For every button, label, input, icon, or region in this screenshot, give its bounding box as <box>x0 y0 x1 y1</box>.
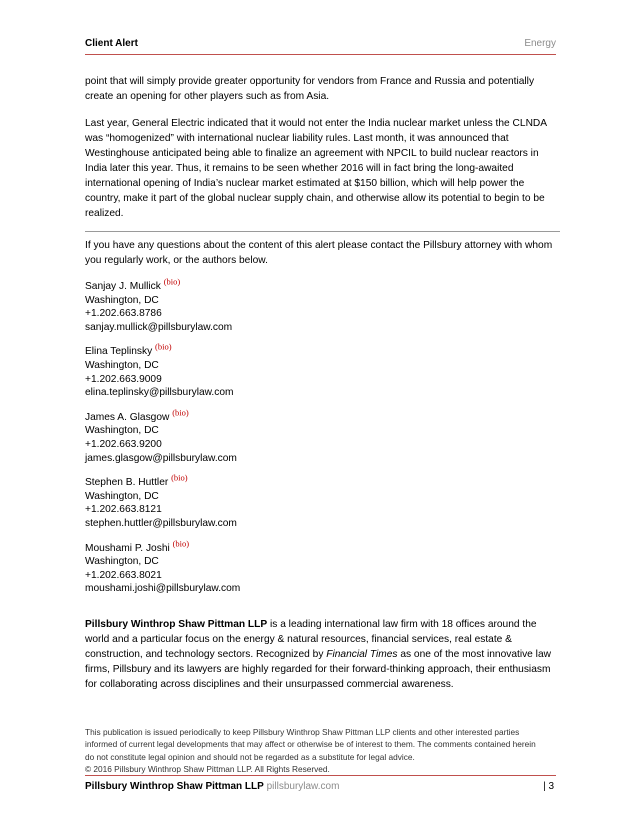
contact-card <box>85 276 325 334</box>
contact-name: James A. Glasgow <box>85 411 170 423</box>
contact-email[interactable]: moushami.joshi@pillsburylaw.com <box>85 583 241 595</box>
bio-link[interactable]: (bio) <box>172 407 189 418</box>
contact-email[interactable]: james.glasgow@pillsburylaw.com <box>85 452 237 464</box>
firm-description <box>85 617 556 692</box>
firm-italic: Financial Times <box>326 648 398 660</box>
contact-name: Elina Teplinsky <box>85 346 153 358</box>
contact-intro: If you have any questions about the content of this alert please contact the Pillsbury attorney with whom you regularly work, or the authors below. <box>85 240 553 266</box>
disclaimer-line: This publication is issued periodically to keep Pillsbury Winthrop Shaw Pittman LLP clients and other interested parties <box>85 727 520 737</box>
footer-rule <box>85 775 556 776</box>
contact-email[interactable]: elina.teplinsky@pillsburylaw.com <box>85 387 234 399</box>
disclaimer-line: informed of current legal developments that may affect or otherwise be of interest to them. The comments contained herein <box>85 739 536 750</box>
footer-firm-name: Pillsbury Winthrop Shaw Pittman LLP <box>85 781 264 792</box>
contact-city: Washington, DC <box>85 425 159 437</box>
contact-card <box>85 538 325 596</box>
header-doc-type: Client Alert <box>85 38 138 49</box>
disclaimer <box>85 726 556 775</box>
contact-name: Sanjay J. Mullick <box>85 281 161 292</box>
contact-card <box>85 472 325 530</box>
contact-email[interactable]: stephen.huttler@pillsburylaw.com <box>85 517 237 529</box>
contact-phone: +1.202.663.9009 <box>85 373 162 385</box>
contact-city: Washington, DC <box>85 556 159 568</box>
footer-site[interactable]: pillsburylaw.com <box>266 781 340 792</box>
contact-phone: +1.202.663.8121 <box>85 504 162 516</box>
main-content <box>85 74 556 704</box>
contact-name: Moushami P. Joshi <box>85 542 170 554</box>
body-paragraph: Last year, General Electric indicated that it would not enter the India nuclear market unless the CLNDA was “homogenized” with international nuclear liability rules. Last month, it was announced that Westinghouse anticipated being able to finalize an agreement with NPCIL to build nuclear reactors in India later this year. Thus, it remains to be seen whether 2016 will in fact bring the long-awaited international opening of India’s nuclear market estimated at $150 billion, which will help power the country, make it part of the global nuclear supply chain, and otherwise allow its potential to begin to be realized. <box>85 118 547 219</box>
header-practice-area: Energy <box>524 38 556 49</box>
contact-email[interactable]: sanjay.mullick@pillsburylaw.com <box>85 321 233 333</box>
bio-link[interactable]: (bio) <box>172 538 190 549</box>
contact-city: Washington, DC <box>85 294 159 306</box>
disclaimer-line: do not constitute legal opinion and should not be regarded as a substitute for legal advice. <box>85 751 415 762</box>
disclaimer-line: © 2016 Pillsbury Winthrop Shaw Pittman LLP. All Rights Reserved. <box>85 763 330 774</box>
firm-name: Pillsbury Winthrop Shaw Pittman LLP <box>85 618 268 630</box>
bio-link[interactable]: (bio) <box>155 341 172 352</box>
body-paragraph: point that will simply provide greater opportunity for vendors from France and Russia and potentially create an opening for other players such as from Asia. <box>85 76 535 102</box>
section-rule <box>85 231 560 232</box>
header-rule <box>85 54 556 55</box>
author-contacts <box>85 276 556 607</box>
contact-city: Washington, DC <box>85 359 159 371</box>
bio-link[interactable]: (bio) <box>171 472 188 483</box>
contact-city: Washington, DC <box>85 490 159 502</box>
contact-phone: +1.202.663.8021 <box>85 569 162 581</box>
contact-name: Stephen B. Huttler <box>85 477 169 489</box>
footer-firm <box>85 781 339 792</box>
contact-card <box>85 407 325 465</box>
contact-phone: +1.202.663.9200 <box>85 438 162 450</box>
page-number: | 3 <box>543 781 554 792</box>
contact-phone: +1.202.663.8786 <box>85 308 162 320</box>
firm-text: is a leading international law firm with 18 offices around the world and a particular focus on the energy & natural resources, financial services, real estate & construction, and technology sectors. Recognized by <box>85 618 537 660</box>
contact-card <box>85 341 325 399</box>
firm-text: as one of the most innovative law firms, Pillsbury and its lawyers are highly regarded for their forward-thinking approach, their enthusiasm for collaborating across disciplines and their unsurpassed commercial awareness. <box>85 648 551 690</box>
bio-link[interactable]: (bio) <box>163 276 181 287</box>
